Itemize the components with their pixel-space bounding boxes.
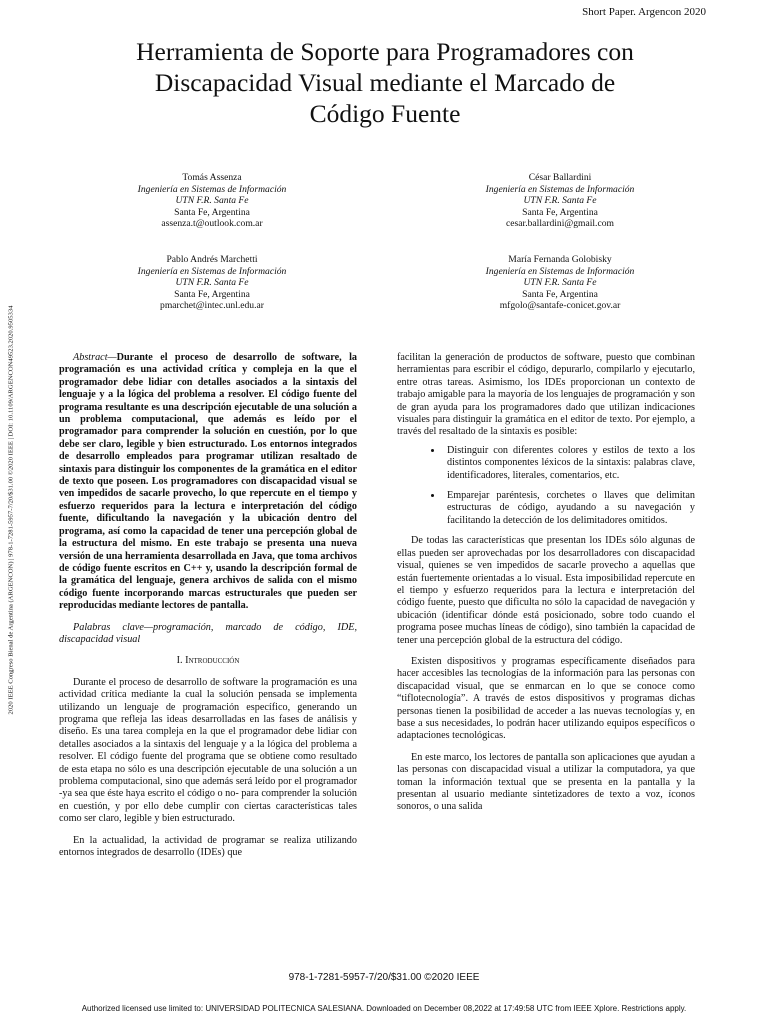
abstract-lead: Abstract—: [73, 352, 117, 363]
title-line: Discapacidad Visual mediante el Marcado de: [154, 68, 616, 97]
title-line: Código Fuente: [309, 99, 461, 128]
author-institution: UTN F.R. Santa Fe: [523, 277, 597, 289]
author-department: Ingeniería en Sistemas de Información: [137, 183, 287, 195]
author-name: Pablo Andrés Marchetti: [166, 254, 258, 265]
running-header: Short Paper. Argencon 2020: [582, 6, 706, 18]
keywords: Palabras clave—programación, marcado de código, IDE, discapacidad visual: [59, 621, 357, 645]
section-heading: I. Introducción: [176, 655, 240, 667]
author-block-2: [440, 172, 680, 230]
abstract-body: Durante el proceso de desarrollo de software, la programación es una actividad crítica y compleja en la que el programador debe lidiar con detalles asociados a la sintaxis del lenguaje y a la lógica del problema a resolver. El código fuente del programa resultante es una descripción ejecutable de una solución a un problema computacional, que además es leído por el programador para comprender la solución en cuestión, por lo que debe ser claro, legible y bien estructurado. Los entornos integrados de desarrollo empleados para programar utilizan resaltado de sintaxis para distinguir los componentes de la gramática en el editor de texto que poseen. Los programadores con discapacidad visual se ven impedidos de sacarle provecho, lo que repercute en el tiempo y esfuerzo requeridos para la lectura e interpretación del código fuente, dificultando la navegación y la ubicación dentro del programa, así como la capacidad de tener una percepción global de la estructura del mismo. En este trabajo se presenta una nueva versión de una herramienta desarrollada en Java, que toma archivos de código fuente escritos en C++ y, usando la descripción formal de la gramática del lenguaje, genera archivos de salida con el mismo código fuente incorporando marcas estructurales que pueden ser reproducidas mediante lectores de pantalla.: [59, 352, 357, 612]
author-email: mfgolo@santafe-conicet.gov.ar: [499, 300, 621, 312]
author-name: César Ballardini: [528, 172, 592, 183]
author-department: Ingeniería en Sistemas de Información: [485, 183, 635, 195]
author-email: cesar.ballardini@gmail.com: [506, 218, 614, 230]
body-paragraph: En la actualidad, la actividad de programar se realiza utilizando entornos integrados de desarrollo (IDEs) que: [59, 834, 357, 859]
author-block-3: [92, 254, 332, 312]
author-department: Ingeniería en Sistemas de Información: [137, 265, 287, 277]
body-paragraph: En este marco, los lectores de pantalla son aplicaciones que ayudan a las personas con discapacidad visual a utilizar la computadora, ya que toman la información textual que se presenta en la pantalla y la presentan al usuario mediante sintetizadores de texto a voz, íconos sonoros, o una salida: [397, 751, 695, 813]
author-name: María Fernanda Golobisky: [508, 254, 612, 265]
title-line: Herramienta de Soporte para Programadores con: [136, 37, 634, 66]
right-column: [397, 352, 695, 814]
bullet-item: • Distinguir con diferentes colores y estilos de texto a los distintos componentes léxicos de la sintaxis: palabras clave, identificadores, literales, comentarios, etc.: [443, 445, 695, 482]
author-email: pmarchet@intec.unl.edu.ar: [160, 300, 264, 312]
author-institution: UTN F.R. Santa Fe: [523, 195, 597, 207]
doi-side-strip: [4, 210, 18, 810]
body-paragraph: De todas las características que presentan los IDEs sólo algunas de ellas pueden ser aprovechadas por los desarrolladores con discapacidad visual, quienes se ven impedidos de sacarle provecho a aquellas que están fuertemente orientadas a lo visual. Esta imposibilidad repercute en el tiempo y esfuerzo requeridos para la lectura e interpretación del código fuente, puesto que dificulta no sólo la capacidad de navegación y ubicación (identificar dónde está posicionado, sobre todo cuando el programa posee muchas líneas de código), sino también la capacidad de tener una percepción global de la estructura del código.: [397, 535, 695, 646]
body-paragraph: Existen dispositivos y programas específicamente diseñados para hacer accesibles las tecnologías de la información para las personas con discapacidad visual, que se enmarcan en lo que se conoce como “tiflotecnología”. A través de estos dispositivos y programas dichas personas tienen la posibilidad de acceder a las nuevas tecnologías y, en base a sus necesidades, lo podrán hacer utilizando equipos específicos o adaptaciones tecnológicas.: [397, 655, 695, 742]
body-paragraph: Durante el proceso de desarrollo de software la programación es una actividad crítica mediante la cual la solución pensada se implementa utilizando un lenguaje de programación específico, generando un programa que refleja las ideas desarrolladas en las fases de análisis y diseño. Es una tarea compleja en la que el programador debe lidiar con detalles asociados a la sintaxis del lenguaje y a la lógica del problema a resolver. El código fuente del programa que se obtiene como resultado de esta etapa no sólo es una descripción ejecutable de una solución a un problema computacional, sino que además será leído por el programador -ya sea que éste haya escrito el código o no- para comprender la solución en cuestión, y por ello debe cumplir con ciertas características tales como ser claro, legible y bien estructurado.: [59, 676, 357, 825]
author-location: Santa Fe, Argentina: [522, 288, 598, 300]
footer-copyright: 978-1-7281-5957-7/20/$31.00 ©2020 IEEE: [288, 972, 480, 983]
body-paragraph-continued: facilitan la generación de productos de software, puesto que combinan herramientas para escribir el código, depurarlo, compilarlo y ejecutarlo, entre otras tareas. Asimismo, los IDEs proporcionan un contexto de trabajo amigable para la mayoría de los lenguajes de programación y son de gran ayuda para los programadores dado que utilizan indicaciones visuales para distinguir la gramática en el editor de texto. Por ejemplo, a través del resaltado de la sintaxis es posible:: [397, 352, 695, 438]
author-institution: UTN F.R. Santa Fe: [175, 195, 249, 207]
author-location: Santa Fe, Argentina: [522, 206, 598, 218]
doi-side-text: 2020 IEEE Congreso Bienal de Argentina (ARGENCON) | 978-1-7281-5957-7/20/$31.00 ©2020 IEEE | DOI: 10.1109/ARGENCON49523.2020.9505334: [7, 305, 15, 715]
author-email: assenza.t@outlook.com.ar: [161, 218, 263, 230]
left-column: [59, 352, 357, 859]
license-notice: Authorized licensed use limited to: UNIVERSIDAD POLITECNICA SALESIANA. Downloaded on December 08,2022 at 17:49:58 UTC from IEEE Xplore. Restrictions apply.: [81, 1004, 687, 1013]
bullet-list: [397, 445, 695, 527]
author-institution: UTN F.R. Santa Fe: [175, 277, 249, 289]
author-block-4: [440, 254, 680, 312]
bullet-item: • Emparejar paréntesis, corchetes o llaves que delimitan estructuras de código, ayudando a su navegación y facilitando la detección de los delimitadores omitidos.: [443, 490, 695, 527]
author-location: Santa Fe, Argentina: [174, 288, 250, 300]
author-block-1: [92, 172, 332, 230]
abstract: [59, 352, 357, 613]
author-name: Tomás Assenza: [182, 172, 242, 183]
paper-title: [60, 36, 710, 129]
author-department: Ingeniería en Sistemas de Información: [485, 265, 635, 277]
author-location: Santa Fe, Argentina: [174, 206, 250, 218]
